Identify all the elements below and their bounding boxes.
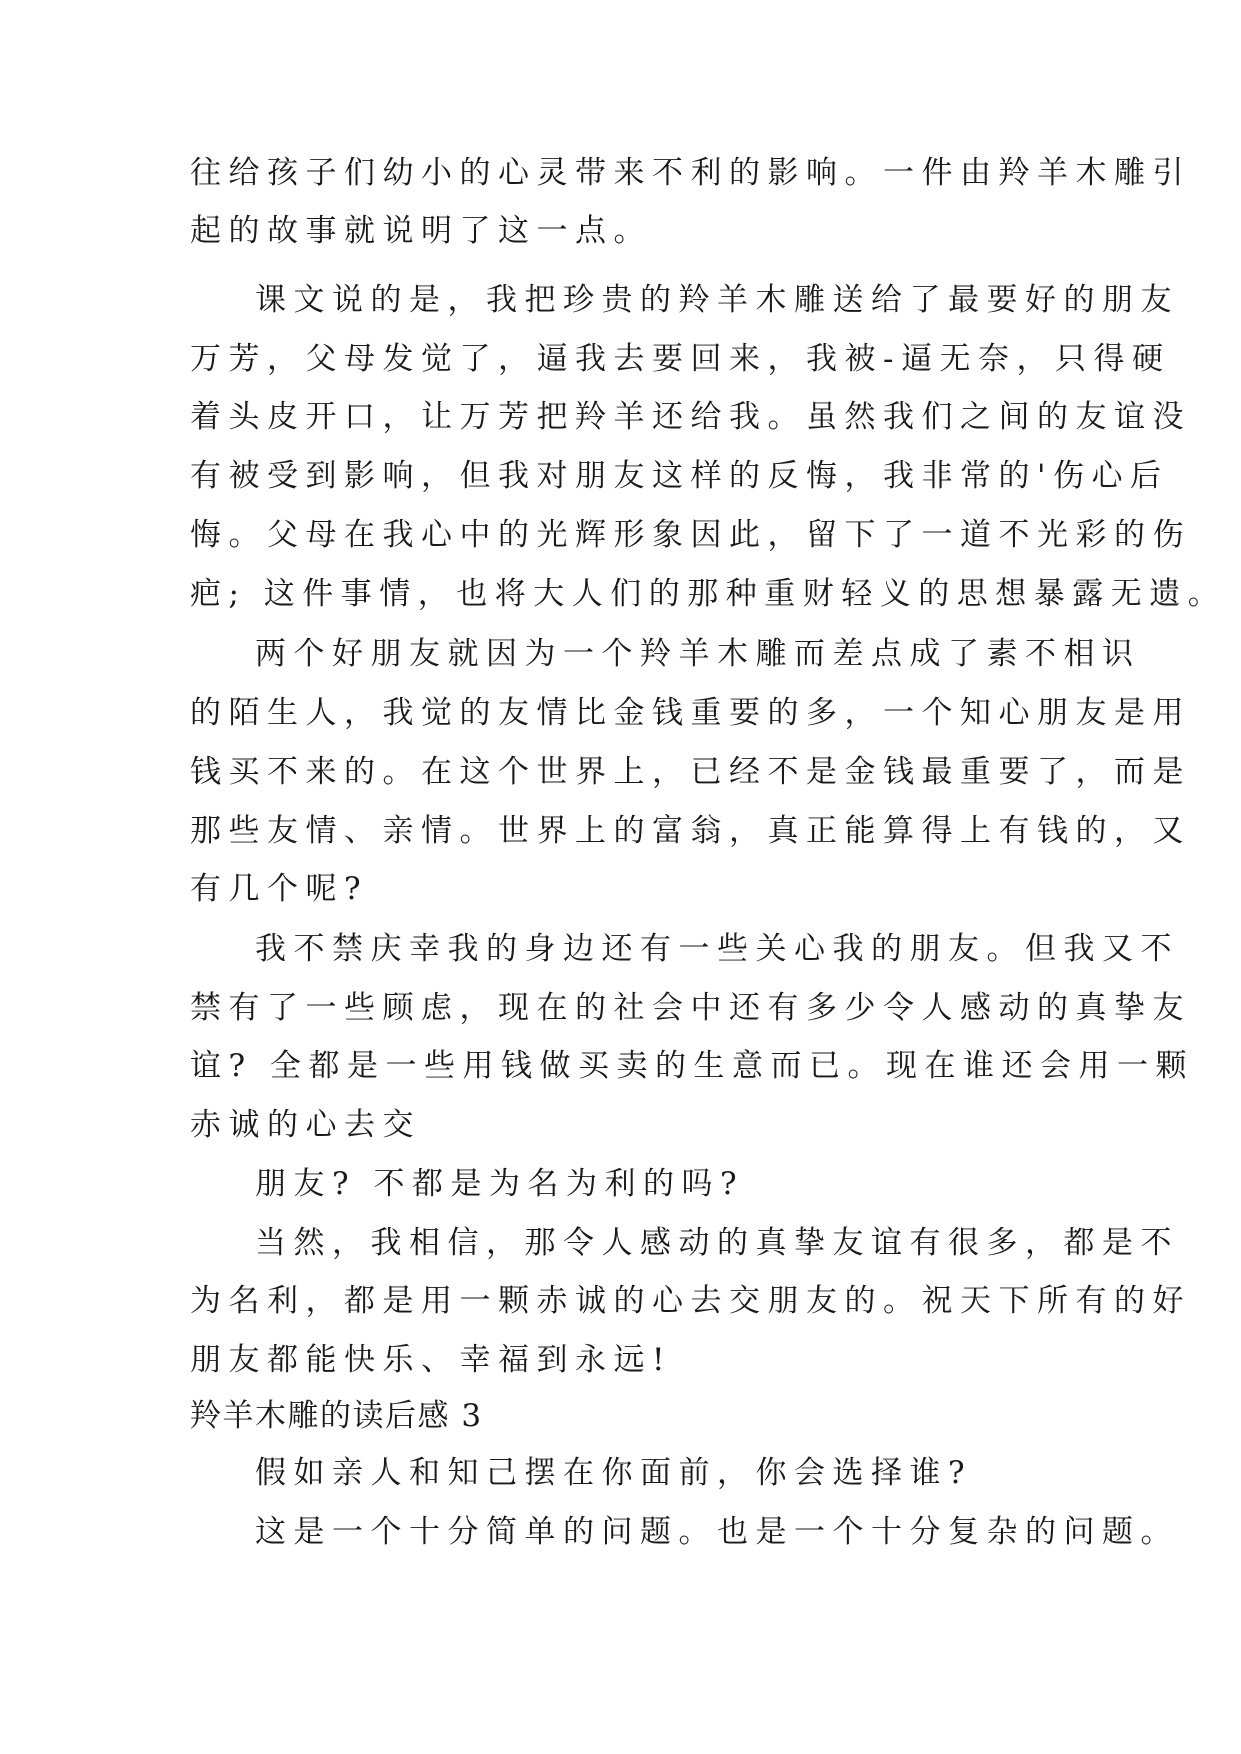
paragraph-line: 禁有了一些顾虑，现在的社会中还有多少令人感动的真挚友 <box>190 990 1191 1026</box>
paragraph-line: 谊? 全都是一些用钱做买卖的生意而已。现在谁还会用一颗 <box>190 1048 1194 1084</box>
paragraph-line: 这是一个十分简单的问题。也是一个十分复杂的问题。 <box>255 1514 1179 1550</box>
paragraph-line: 课文说的是，我把珍贵的羚羊木雕送给了最要好的朋友 <box>255 282 1179 318</box>
paragraph-line: 为名利，都是用一颗赤诚的心去交朋友的。祝天下所有的好 <box>190 1283 1191 1319</box>
paragraph-line: 起的故事就说明了这一点。 <box>190 213 652 249</box>
paragraph-line: 万芳，父母发觉了，逼我去要回来，我被-逼无奈，只得硬 <box>190 341 1171 377</box>
paragraph-line: 往给孩子们幼小的心灵带来不利的影响。一件由羚羊木雕引 <box>190 155 1191 191</box>
paragraph-line: 有被受到影响，但我对朋友这样的反悔，我非常的'伤心后 <box>190 458 1169 494</box>
paragraph-line: 两个好朋友就因为一个羚羊木雕而差点成了素不相识 <box>255 636 1141 672</box>
paragraph-line: 那些友情、亲情。世界上的富翁，真正能算得上有钱的，又 <box>190 813 1191 849</box>
paragraph-line: 着头皮开口，让万芳把羚羊还给我。虽然我们之间的友谊没 <box>190 399 1191 435</box>
paragraph-line: 悔。父母在我心中的光辉形象因此，留下了一道不光彩的伤 <box>190 517 1191 553</box>
paragraph-line: 钱买不来的。在这个世界上，已经不是金钱最重要了，而是 <box>190 754 1191 790</box>
paragraph-line: 赤诚的心去交 <box>190 1107 421 1143</box>
paragraph-line: 朋友都能快乐、幸福到永远! <box>190 1342 672 1378</box>
paragraph-line: 的陌生人，我觉的友情比金钱重要的多，一个知心朋友是用 <box>190 695 1191 731</box>
section-heading: 羚羊木雕的读后感 3 <box>190 1398 483 1434</box>
paragraph-line: 假如亲人和知己摆在你面前，你会选择谁? <box>255 1455 973 1491</box>
paragraph-line: 我不禁庆幸我的身边还有一些关心我的朋友。但我又不 <box>255 931 1179 967</box>
paragraph-line: 疤; 这件事情，也将大人们的那种重财轻义的思想暴露无遗。 <box>190 576 1227 612</box>
paragraph-line: 有几个呢? <box>190 871 369 907</box>
paragraph-line: 朋友? 不都是为名为利的吗? <box>255 1166 745 1202</box>
paragraph-line: 当然，我相信，那令人感动的真挚友谊有很多，都是不 <box>255 1225 1179 1261</box>
